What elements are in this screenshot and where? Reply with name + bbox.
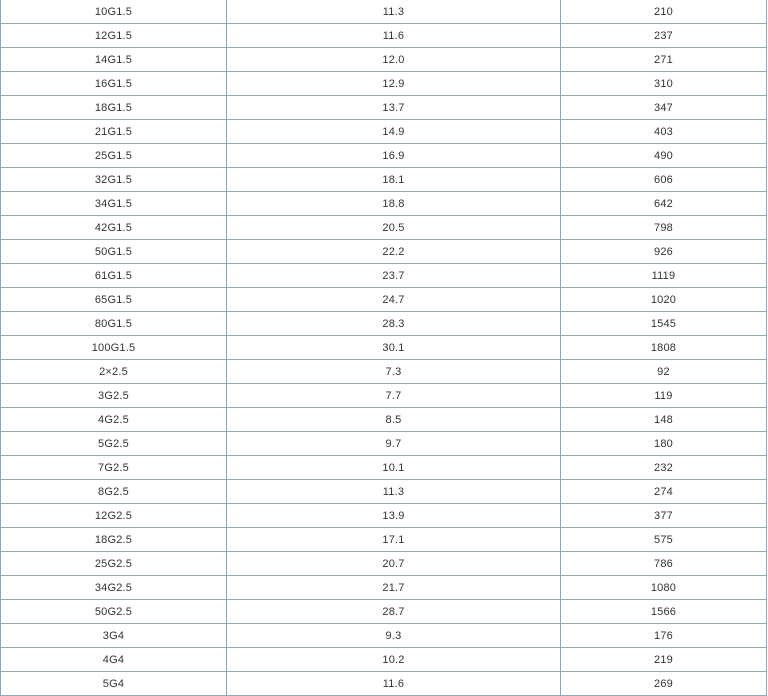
outer-diameter-cell: 20.5	[227, 216, 561, 240]
cable-type-cell: 25G1.5	[1, 144, 227, 168]
weight-cell: 210	[561, 0, 767, 24]
table-row	[1, 48, 767, 72]
weight-cell: 347	[561, 96, 767, 120]
outer-diameter-cell: 16.9	[227, 144, 561, 168]
weight-cell: 403	[561, 120, 767, 144]
outer-diameter-cell: 10.2	[227, 648, 561, 672]
cable-type-cell: 42G1.5	[1, 216, 227, 240]
cable-type-cell: 34G2.5	[1, 576, 227, 600]
outer-diameter-cell: 28.3	[227, 312, 561, 336]
outer-diameter-cell: 18.1	[227, 168, 561, 192]
table-row	[1, 456, 767, 480]
outer-diameter-cell: 12.9	[227, 72, 561, 96]
outer-diameter-cell: 24.7	[227, 288, 561, 312]
weight-cell: 237	[561, 24, 767, 48]
table-body	[1, 0, 767, 696]
weight-cell: 642	[561, 192, 767, 216]
table-row	[1, 528, 767, 552]
table-row	[1, 408, 767, 432]
weight-cell: 1808	[561, 336, 767, 360]
outer-diameter-cell: 13.9	[227, 504, 561, 528]
outer-diameter-cell: 9.7	[227, 432, 561, 456]
cable-type-cell: 14G1.5	[1, 48, 227, 72]
cable-type-cell: 65G1.5	[1, 288, 227, 312]
outer-diameter-cell: 23.7	[227, 264, 561, 288]
weight-cell: 271	[561, 48, 767, 72]
table-row	[1, 480, 767, 504]
weight-cell: 1119	[561, 264, 767, 288]
outer-diameter-cell: 28.7	[227, 600, 561, 624]
table-row	[1, 384, 767, 408]
cable-type-cell: 80G1.5	[1, 312, 227, 336]
weight-cell: 1020	[561, 288, 767, 312]
outer-diameter-cell: 17.1	[227, 528, 561, 552]
cable-type-cell: 50G2.5	[1, 600, 227, 624]
cable-type-cell: 61G1.5	[1, 264, 227, 288]
table-row	[1, 216, 767, 240]
weight-cell: 176	[561, 624, 767, 648]
outer-diameter-cell: 14.9	[227, 120, 561, 144]
table-row	[1, 120, 767, 144]
outer-diameter-cell: 20.7	[227, 552, 561, 576]
outer-diameter-cell: 11.3	[227, 480, 561, 504]
weight-cell: 219	[561, 648, 767, 672]
weight-cell: 1566	[561, 600, 767, 624]
outer-diameter-cell: 12.0	[227, 48, 561, 72]
weight-cell: 180	[561, 432, 767, 456]
weight-cell: 1545	[561, 312, 767, 336]
weight-cell: 232	[561, 456, 767, 480]
outer-diameter-cell: 8.5	[227, 408, 561, 432]
table-row	[1, 624, 767, 648]
cable-type-cell: 2×2.5	[1, 360, 227, 384]
table-row	[1, 288, 767, 312]
weight-cell: 1080	[561, 576, 767, 600]
table-row	[1, 24, 767, 48]
cable-type-cell: 100G1.5	[1, 336, 227, 360]
outer-diameter-cell: 21.7	[227, 576, 561, 600]
table-row	[1, 168, 767, 192]
table-row	[1, 672, 767, 696]
cable-type-cell: 7G2.5	[1, 456, 227, 480]
outer-diameter-cell: 22.2	[227, 240, 561, 264]
cable-type-cell: 5G4	[1, 672, 227, 696]
table-row	[1, 192, 767, 216]
weight-cell: 926	[561, 240, 767, 264]
weight-cell: 575	[561, 528, 767, 552]
table-row	[1, 432, 767, 456]
table-row	[1, 240, 767, 264]
table-row	[1, 576, 767, 600]
table-row	[1, 648, 767, 672]
weight-cell: 798	[561, 216, 767, 240]
outer-diameter-cell: 18.8	[227, 192, 561, 216]
outer-diameter-cell: 7.7	[227, 384, 561, 408]
cable-type-cell: 12G2.5	[1, 504, 227, 528]
weight-cell: 786	[561, 552, 767, 576]
table-row	[1, 0, 767, 24]
outer-diameter-cell: 11.3	[227, 0, 561, 24]
table-row	[1, 552, 767, 576]
cable-type-cell: 3G4	[1, 624, 227, 648]
outer-diameter-cell: 9.3	[227, 624, 561, 648]
cable-type-cell: 10G1.5	[1, 0, 227, 24]
cable-type-cell: 32G1.5	[1, 168, 227, 192]
table-row	[1, 504, 767, 528]
cable-type-cell: 5G2.5	[1, 432, 227, 456]
cable-type-cell: 3G2.5	[1, 384, 227, 408]
outer-diameter-cell: 11.6	[227, 24, 561, 48]
table-row	[1, 360, 767, 384]
weight-cell: 490	[561, 144, 767, 168]
table-row	[1, 72, 767, 96]
outer-diameter-cell: 10.1	[227, 456, 561, 480]
outer-diameter-cell: 11.6	[227, 672, 561, 696]
table-row	[1, 312, 767, 336]
table-row	[1, 600, 767, 624]
weight-cell: 269	[561, 672, 767, 696]
cable-type-cell: 18G2.5	[1, 528, 227, 552]
table-row	[1, 144, 767, 168]
cable-type-cell: 50G1.5	[1, 240, 227, 264]
outer-diameter-cell: 30.1	[227, 336, 561, 360]
outer-diameter-cell: 13.7	[227, 96, 561, 120]
table-row	[1, 264, 767, 288]
cable-type-cell: 16G1.5	[1, 72, 227, 96]
table-row	[1, 336, 767, 360]
weight-cell: 148	[561, 408, 767, 432]
weight-cell: 377	[561, 504, 767, 528]
weight-cell: 274	[561, 480, 767, 504]
table-row	[1, 96, 767, 120]
cable-type-cell: 34G1.5	[1, 192, 227, 216]
cable-type-cell: 4G2.5	[1, 408, 227, 432]
cable-type-cell: 8G2.5	[1, 480, 227, 504]
weight-cell: 606	[561, 168, 767, 192]
cable-type-cell: 12G1.5	[1, 24, 227, 48]
weight-cell: 119	[561, 384, 767, 408]
weight-cell: 92	[561, 360, 767, 384]
cable-type-cell: 4G4	[1, 648, 227, 672]
cable-type-cell: 21G1.5	[1, 120, 227, 144]
cable-type-cell: 18G1.5	[1, 96, 227, 120]
cable-type-cell: 25G2.5	[1, 552, 227, 576]
weight-cell: 310	[561, 72, 767, 96]
outer-diameter-cell: 7.3	[227, 360, 561, 384]
